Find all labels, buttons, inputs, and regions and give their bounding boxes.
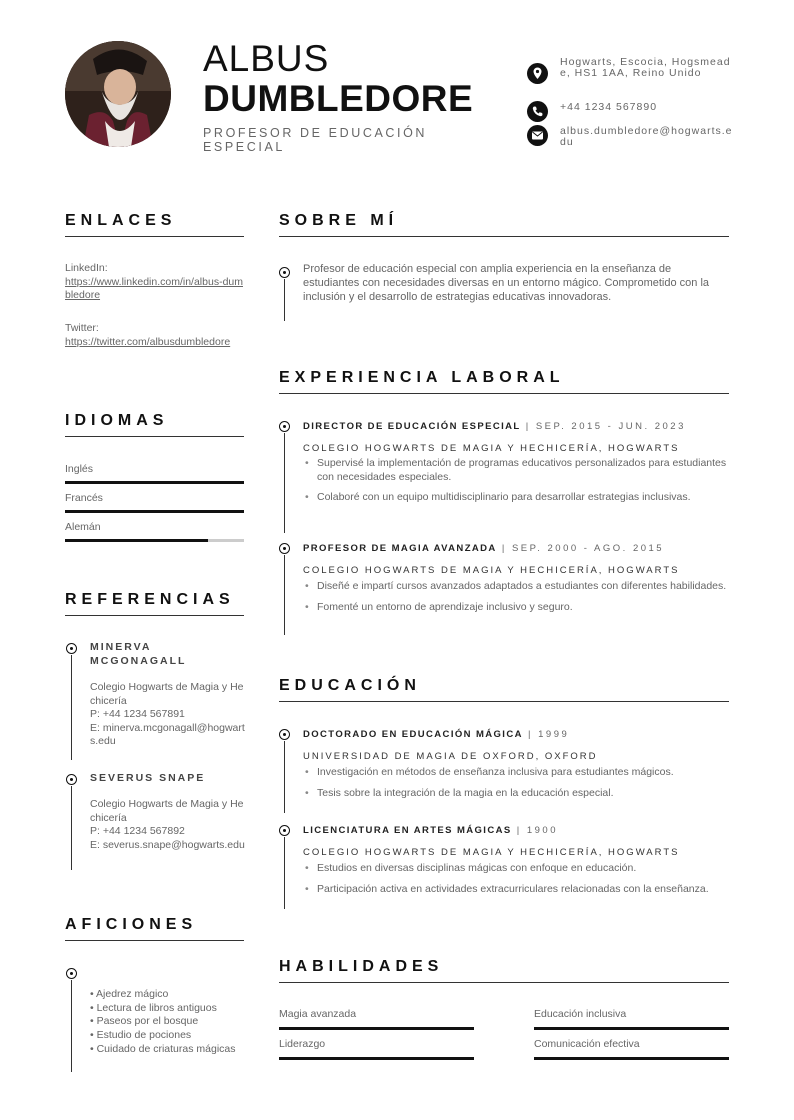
language-level-bar [65,539,244,542]
education-org: UNIVERSIDAD DE MAGIA DE OXFORD, OXFORD [303,751,598,762]
timeline-line [284,555,285,635]
experience-bullet-icon [279,543,290,554]
phone-text[interactable]: +44 1234 567890 [560,101,658,113]
language-name: Alemán [65,521,101,533]
contact-phone [527,102,737,113]
reference-name: SEVERUS SNAPE [90,772,206,784]
reference-email: E: severus.snape@hogwarts.edu [90,838,245,851]
about-bullet-icon [279,267,290,278]
education-heading: EDUCACIÓN [279,677,729,702]
hobby-item: • Estudio de pociones [90,1029,192,1042]
list-item: • Fomenté un entorno de aprendizaje inclusivo y seguro. [303,601,728,615]
list-item: • Supervisé la implementación de programas educativos personalizados para estudiantes con necesidades especiales. [303,457,728,484]
hobbies-bullet-icon [66,968,77,979]
timeline-line [71,980,72,1072]
about-heading: SOBRE MÍ [279,212,729,237]
list-item: • Participación activa en actividades extracurriculares relacionadas con la enseñanza. [303,883,728,897]
list-item: • Colaboré con un equipo multidisciplinario para desarrollar estrategias inclusivas. [303,491,728,505]
reference-details [90,798,245,852]
degree-name: DOCTORADO EN EDUCACIÓN MÁGICA [303,729,523,740]
skill-item [279,1008,474,1030]
job-role: PROFESOR DE MAGIA AVANZADA [303,543,497,554]
skill-bar [534,1057,729,1060]
list-item: • Diseñé e impartí cursos avanzados adaptados a estudiantes con diferentes habilidades. [303,580,728,594]
email-text[interactable]: albus.dumbledore@hogwarts.edu [560,125,733,148]
skill-bar [534,1027,729,1030]
list-item: • Estudios en diversas disciplinas mágicas con enfoque en educación. [303,862,728,876]
profile-photo [65,41,171,147]
skill-item [534,1008,729,1030]
phone-icon [527,101,548,122]
language-item [65,492,244,513]
degree-year: 1999 [538,729,570,740]
timeline-line [284,433,285,533]
skill-bar [279,1057,474,1060]
job-bullets [303,580,728,621]
skill-name: Comunicación efectiva [534,1038,640,1050]
job-role: DIRECTOR DE EDUCACIÓN ESPECIAL [303,421,521,432]
job-org: COLEGIO HOGWARTS DE MAGIA Y HECHICERÍA, HOGWARTS [303,565,680,576]
twitter-block [65,322,244,349]
references-heading: REFERENCIAS [65,591,244,616]
skill-item [279,1038,474,1060]
education-bullets [303,766,728,807]
reference-name: MINERVA MCGONAGALL [90,641,187,667]
job-heading: DIRECTOR DE EDUCACIÓN ESPECIAL | SEP. 2015 - JUN. 2023 [303,421,686,432]
linkedin-label: LinkedIn: [65,262,108,274]
experience-bullet-icon [279,421,290,432]
contact-address [527,57,737,79]
education-bullets [303,862,728,903]
hobby-item: • Cuidado de criaturas mágicas [90,1042,236,1055]
linkedin-block [65,262,244,303]
job-dates: SEP. 2000 - AGO. 2015 [511,543,665,554]
envelope-icon [527,125,548,146]
hobbies-heading: AFICIONES [65,916,244,941]
skill-item [534,1038,729,1060]
education-bullet-icon [279,825,290,836]
education-bullet-icon [279,729,290,740]
twitter-link[interactable]: https://twitter.com/albusdumbledore [65,335,231,348]
contact-email [527,126,737,148]
skills-heading: HABILIDADES [279,958,729,983]
degree-year: 1900 [526,825,558,836]
languages-heading: IDIOMAS [65,412,244,437]
reference-phone: P: +44 1234 567891 [90,708,185,720]
reference-email: E: minerva.mcgonagall@hogwarts.edu [90,721,245,747]
language-level-bar [65,510,244,513]
hobby-item: • Lectura de libros antiguos [90,1001,217,1014]
language-item [65,521,244,542]
language-level-bar [65,481,244,484]
reference-phone: P: +44 1234 567892 [90,825,185,837]
timeline-line [284,741,285,813]
linkedin-link[interactable]: https://www.linkedin.com/in/albus-dumbledore [65,275,243,301]
list-item: • Investigación en métodos de enseñanza inclusiva para estudiantes mágicos. [303,766,728,780]
hobby-item: • Ajedrez mágico [90,988,169,1000]
skill-name: Educación inclusiva [534,1008,627,1020]
first-name: ALBUS [203,38,330,79]
address-text: Hogwarts, Escocia, Hogsmeade, HS1 1AA, Reino Unido [560,56,731,79]
reference-org: Colegio Hogwarts de Magia y Hechicería [90,681,244,707]
job-dates: SEP. 2015 - JUN. 2023 [535,421,686,432]
job-title: PROFESOR DE EDUCACIÓN ESPECIAL [203,126,428,154]
experience-heading: EXPERIENCIA LABORAL [279,369,729,394]
language-item [65,463,244,484]
reference-details [90,681,245,749]
skill-name: Magia avanzada [279,1008,357,1020]
job-bullets [303,457,728,512]
reference-bullet-icon [66,774,77,785]
reference-bullet-icon [66,643,77,654]
job-heading: PROFESOR DE MAGIA AVANZADA | SEP. 2000 - AGO. 2015 [303,543,665,554]
language-name: Inglés [65,463,94,475]
reference-org: Colegio Hogwarts de Magia y Hechicería [90,798,244,824]
twitter-label: Twitter: [65,322,99,334]
last-name: DUMBLEDORE [203,78,474,119]
hobby-item: • Paseos por el bosque [90,1015,199,1028]
education-heading-line: DOCTORADO EN EDUCACIÓN MÁGICA | 1999 [303,729,570,740]
timeline-line [284,279,285,321]
job-org: COLEGIO HOGWARTS DE MAGIA Y HECHICERÍA, HOGWARTS [303,443,680,454]
location-pin-icon [527,63,548,84]
links-heading: ENLACES [65,212,244,237]
timeline-line [71,786,72,870]
timeline-line [71,655,72,760]
skill-bar [279,1027,474,1030]
degree-name: LICENCIATURA EN ARTES MÁGICAS [303,825,512,836]
about-text: Profesor de educación especial con amplia experiencia en la enseñanza de estudiantes con necesidades diversas en un entorno mágico. Comprometido con la inclusión y el desarrollo de estrategias educativas innovadoras. [303,263,710,303]
list-item: • Tesis sobre la integración de la magia en la educación especial. [303,787,728,801]
timeline-line [284,837,285,909]
skill-name: Liderazgo [279,1038,326,1050]
hobbies-list [90,988,245,1057]
education-heading-line: LICENCIATURA EN ARTES MÁGICAS | 1900 [303,825,558,836]
education-org: COLEGIO HOGWARTS DE MAGIA Y HECHICERÍA, HOGWARTS [303,847,680,858]
language-name: Francés [65,492,103,504]
